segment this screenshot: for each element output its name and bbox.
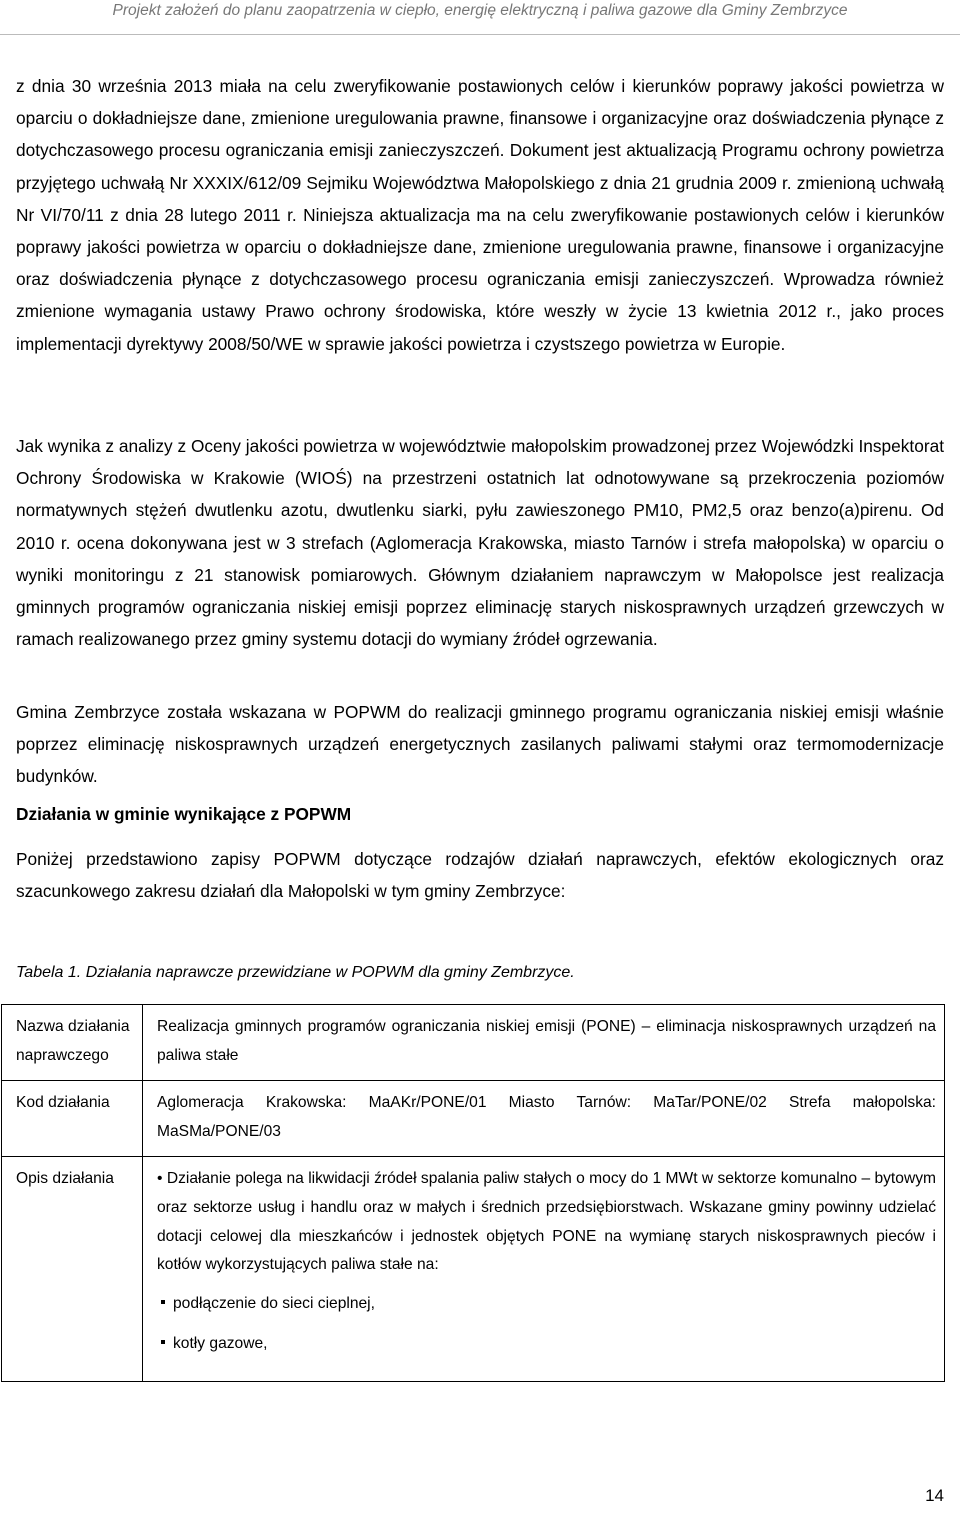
row-label-kod: Kod działania [2,1081,143,1157]
square-bullet-icon [161,1340,165,1344]
paragraph-2: Jak wynika z analizy z Oceny jakości powietrza w województwie małopolskim prowadzonej przez Wojewódzki Inspektorat Ochrony Środowiska w Krakowie (WIOŚ) na przestrzeni ostatnich lat odnotowywane są przekroczenia poziomów normatywnych stężeń dwutlenku azotu, dwutlenku siarki, pyłu zawieszonego PM10, PM2,5 oraz benzo(a)pirenu. Od 2010 r. ocena dokonywana jest w 3 strefach (Aglomeracja Krakowska, miasto Tarnów i strefa małopolska) w oparciu o wyniki monitoringu z 21 stanowisk pomiarowych. Głównym działaniem naprawczym w Małopolsce jest realizacja gminnych programów ograniczania niskiej emisji poprzez eliminację starych niskosprawnych urządzeń grzewczych w ramach realizowanego przez gminy systemu dotacji do wymiany źródeł ogrzewania. [16,436,944,650]
bullet-icon: • [157,1170,163,1188]
list-item-text: podłączenie do sieci cieplnej, [173,1294,375,1312]
row-value-nazwa: Realizacja gminnych programów ograniczania niskiej emisji (PONE) – eliminacja niskosprawnych urządzeń na paliwa stałe [143,1005,945,1081]
square-bullet-icon [161,1300,165,1304]
list-item [157,1290,936,1319]
table-row [2,1081,945,1157]
row-label-nazwa: Nazwa działania naprawczego [2,1005,143,1081]
row-value-opis [143,1157,945,1382]
option-list [157,1290,936,1359]
section-paragraph: Poniżej przedstawiono zapisy POPWM dotyczące rodzajów działań naprawczych, efektów ekologicznych oraz szacunkowego zakresu działań dla Małopolski w tym gminy Zembrzyce: [16,849,944,902]
description-bullet [157,1165,936,1279]
table-caption: Tabela 1. Działania naprawcze przewidziane w POPWM dla gminy Zembrzyce. [16,964,575,981]
list-item [157,1330,936,1359]
list-item-text: kotły gazowe, [173,1335,268,1353]
row-value-kod: Aglomeracja Krakowska: MaAKr/PONE/01 Miasto Tarnów: MaTar/PONE/02 Strefa małopolska: MaSMa/PONE/03 [143,1081,945,1157]
description-bullet-text: Działanie polega na likwidacji źródeł spalania paliw stałych o mocy do 1 MWt w sektorze komunalno – bytowym oraz sektorze usług i handlu oraz w małych i średnich przedsiębiorstwach. Wskazane gminy powinny udzielać dotacji celowej dla mieszkańców i jednostek objętych PONE na wymianę starych niskosprawnych pieców i kotłów wykorzystujących paliwa stałe na: [157,1170,936,1274]
row-label-opis: Opis działania [2,1157,143,1382]
paragraph-3: Gmina Zembrzyce została wskazana w POPWM do realizacji gminnego programu ograniczania niskiej emisji właśnie poprzez eliminację niskosprawnych urządzeń energetycznych zasilanych paliwami stałymi oraz termomodernizacje budynków. [16,702,944,787]
page-number: 14 [925,1486,944,1505]
section-heading: Działania w gminie wynikające z POPWM [16,804,352,824]
paragraph-1: z dnia 30 września 2013 miała na celu zweryfikowanie postawionych celów i kierunków poprawy jakości powietrza w oparciu o dokładniejsze dane, zmienione uregulowania prawne, finansowe i organizacyjne oraz doświadczenia płynące z dotychczasowego procesu ograniczania emisji zanieczyszczeń. Dokument jest aktualizacją Programu ochrony powietrza przyjętego uchwałą Nr XXXIX/612/09 Sejmiku Województwa Małopolskiego z dnia 21 grudnia 2009 r. zmienioną uchwałą Nr VI/70/11 z dnia 28 lutego 2011 r. Niniejsza aktualizacja ma na celu zweryfikowanie postawionych celów i kierunków poprawy jakości powietrza w oparciu o dokładniejsze dane, zmienione uregulowania prawne, finansowe i organizacyjne oraz doświadczenia płynące z dotychczasowego procesu ograniczania emisji zanieczyszczeń. Wprowadza również zmienione wymagania ustawy Prawo ochrony środowiska, które weszły w życie 13 kwietnia 2012 r., jako proces implementacji dyrektywy 2008/50/WE w sprawie jakości powietrza i czystszego powietrza w Europie. [16,76,944,354]
header-divider [0,34,960,35]
header-title: Projekt założeń do planu zaopatrzenia w ciepło, energię elektryczną i paliwa gazowe dla Gminy Zembrzyce [112,2,848,19]
page-header [0,0,960,27]
table-row [2,1157,945,1382]
table-row [2,1005,945,1081]
actions-table [1,1004,945,1382]
